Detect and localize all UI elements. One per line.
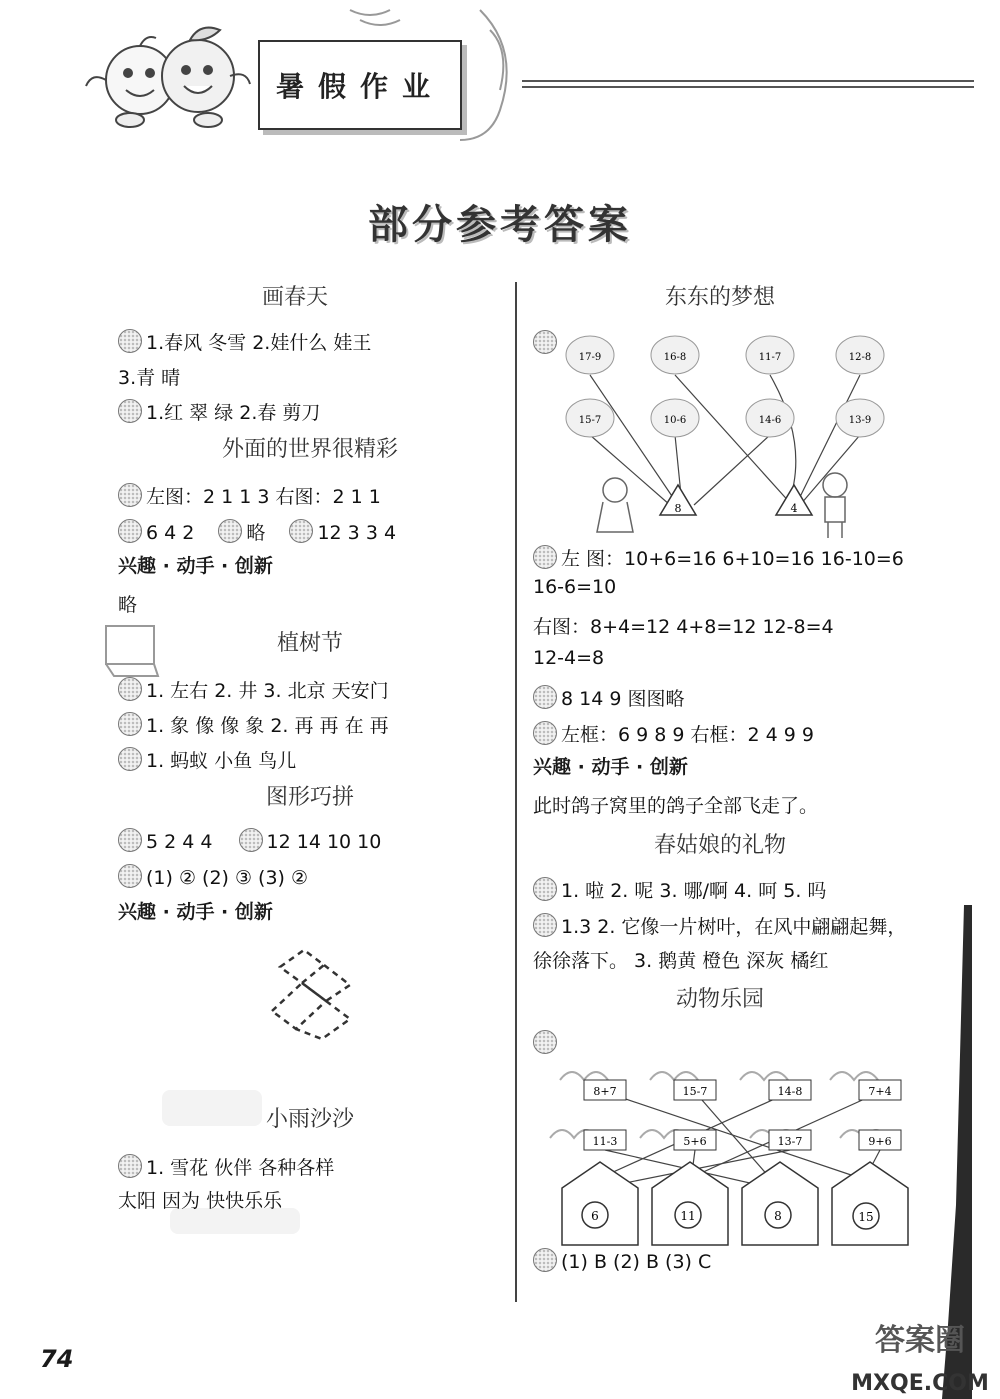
answer-line: 左 图：10+6=16 6+10=16 16-10=6 [533, 544, 904, 571]
birds-top-row [560, 1072, 901, 1100]
circle-marker-icon [118, 747, 142, 771]
circle-marker-icon [118, 1154, 142, 1178]
circle-marker-icon [533, 330, 557, 354]
bonus-heading: 兴趣 · 动手 · 创新 [118, 555, 273, 577]
girl-figure [597, 478, 633, 532]
circle-marker-icon [118, 329, 142, 353]
apple-label: 11-7 [758, 352, 782, 363]
circle-marker-icon [118, 519, 142, 543]
bird-label: 7+4 [868, 1085, 892, 1098]
site-watermark [820, 1308, 1000, 1399]
bonus-heading: 兴趣 · 动手 · 创新 [533, 756, 688, 778]
house-label: 15 [858, 1210, 874, 1224]
circle-marker-icon [118, 677, 142, 701]
section-title-wai-mian: 外面的世界很精彩 [221, 437, 398, 462]
pieces-diagram [262, 945, 362, 1045]
circle-marker-icon [533, 913, 557, 937]
answer-line: 1. 啦 2. 呢 3. 哪/啊 4. 呵 5. 吗 [533, 876, 826, 903]
bird-house-matching-diagram [540, 1050, 920, 1250]
circle-marker-icon [533, 545, 557, 569]
circle-marker-icon [533, 721, 557, 745]
circle-marker-icon [218, 519, 242, 543]
circle-marker-icon [533, 1248, 557, 1272]
circle-marker-icon [118, 399, 142, 423]
answer-line: 12-4=8 [533, 647, 605, 669]
answer-line: 5 2 4 4 12 14 10 10 [118, 828, 381, 853]
answer-line: 1.3 2. 它像一片树叶，在风中翩翩起舞， [533, 912, 906, 939]
circle-marker-icon [118, 864, 142, 888]
apple-label: 15-7 [578, 415, 602, 426]
section-title-zhi-shu-jie: 植树节 [276, 631, 343, 656]
answer-line: 左图：2 1 1 3 右图：2 1 1 [118, 482, 381, 509]
apple-label: 13-9 [848, 415, 872, 426]
bird-label: 11-3 [592, 1135, 618, 1148]
answer-line: 8 14 9 图图略 [533, 684, 684, 711]
houses-row [562, 1162, 908, 1245]
triangle-right [776, 485, 812, 515]
section-title-chun-gu-niang: 春姑娘的礼物 [653, 833, 786, 858]
bird-label: 14-8 [777, 1085, 803, 1098]
answer-line: 1.红 翠 绿 2.春 剪刀 [118, 398, 320, 425]
answer-line: 略 [118, 594, 138, 616]
answer-line: 1. 雪花 伙伴 各种各样 [118, 1153, 334, 1180]
header-title-box [258, 40, 462, 130]
answer-line: 1. 左右 2. 井 3. 北京 天安门 [118, 676, 389, 703]
bird-label: 13-7 [777, 1135, 803, 1148]
page-number: 74 [40, 1345, 74, 1373]
answer-line: 6 4 2 略 12 3 3 4 [118, 518, 396, 545]
circle-marker-icon [533, 877, 557, 901]
section-title-xiao-yu: 小雨沙沙 [265, 1107, 354, 1132]
bird-label: 5+6 [683, 1135, 707, 1148]
answer-line: 右图：8+4=12 4+8=12 12-8=4 [533, 616, 834, 638]
answer-line: 此时鸽子窝里的鸽子全部飞走了。 [533, 795, 819, 817]
bird-label: 9+6 [868, 1135, 892, 1148]
section-title-tu-xing: 图形巧拼 [265, 785, 354, 810]
answer-line: 太阳 因为 快快乐乐 [118, 1190, 283, 1212]
book-sketch-icon [100, 620, 162, 680]
bird-label: 8+7 [593, 1085, 617, 1098]
answer-line: (1) ② (2) ③ (3) ② [118, 864, 308, 889]
section-title-dong-dong: 东东的梦想 [664, 285, 775, 310]
section-title-hua-chun-tian: 画春天 [261, 285, 328, 310]
apple-label: 12-8 [848, 352, 872, 363]
circle-marker-icon [118, 828, 142, 852]
bonus-heading: 兴趣 · 动手 · 创新 [118, 901, 273, 923]
watermark-bottom: MXQE.COM [851, 1371, 989, 1396]
circle-marker-icon [289, 519, 313, 543]
circle-marker-icon [533, 685, 557, 709]
bird-label: 15-7 [682, 1085, 708, 1098]
section-title-dong-wu: 动物乐园 [675, 987, 764, 1012]
house-label: 11 [680, 1209, 696, 1223]
circle-marker-icon [239, 828, 263, 852]
triangle-left [660, 485, 696, 515]
circle-marker-icon [118, 483, 142, 507]
svg-text:4: 4 [790, 502, 798, 515]
apple-label: 14-6 [758, 415, 782, 426]
apple-label: 10-6 [663, 415, 687, 426]
answer-line: (1) B (2) B (3) C [533, 1248, 711, 1273]
circle-marker-icon [118, 712, 142, 736]
answer-line: 1.春风 冬雪 2.娃什么 娃王 [118, 328, 371, 355]
answer-line: 左框：6 9 8 9 右框：2 4 9 9 [533, 720, 814, 747]
answer-line: 1. 蚂蚁 小鱼 鸟儿 [118, 746, 296, 773]
column-divider [515, 282, 517, 1302]
answer-line: 3.青 晴 [118, 367, 181, 389]
answer-line: 16-6=10 [533, 576, 617, 598]
header-rule [522, 80, 974, 88]
house-label: 6 [591, 1209, 599, 1223]
header-title: 暑假作业 [275, 70, 444, 103]
apples-top-row [566, 336, 884, 374]
svg-text:8: 8 [674, 502, 682, 515]
answer-line: 徐徐落下。 3. 鹅黄 橙色 深灰 橘红 [533, 950, 829, 972]
house-label: 8 [774, 1209, 782, 1223]
apple-label: 17-9 [578, 352, 602, 363]
apple-matching-diagram [560, 320, 900, 540]
apple-label: 16-8 [663, 352, 687, 363]
boy-figure [823, 473, 847, 538]
watermark-top: 答案圈 [875, 1323, 965, 1358]
mascot-illustration [80, 18, 255, 133]
answer-line: 1. 象 像 像 象 2. 再 再 在 再 [118, 711, 389, 738]
page-title: 部分参考答案 [368, 202, 632, 248]
